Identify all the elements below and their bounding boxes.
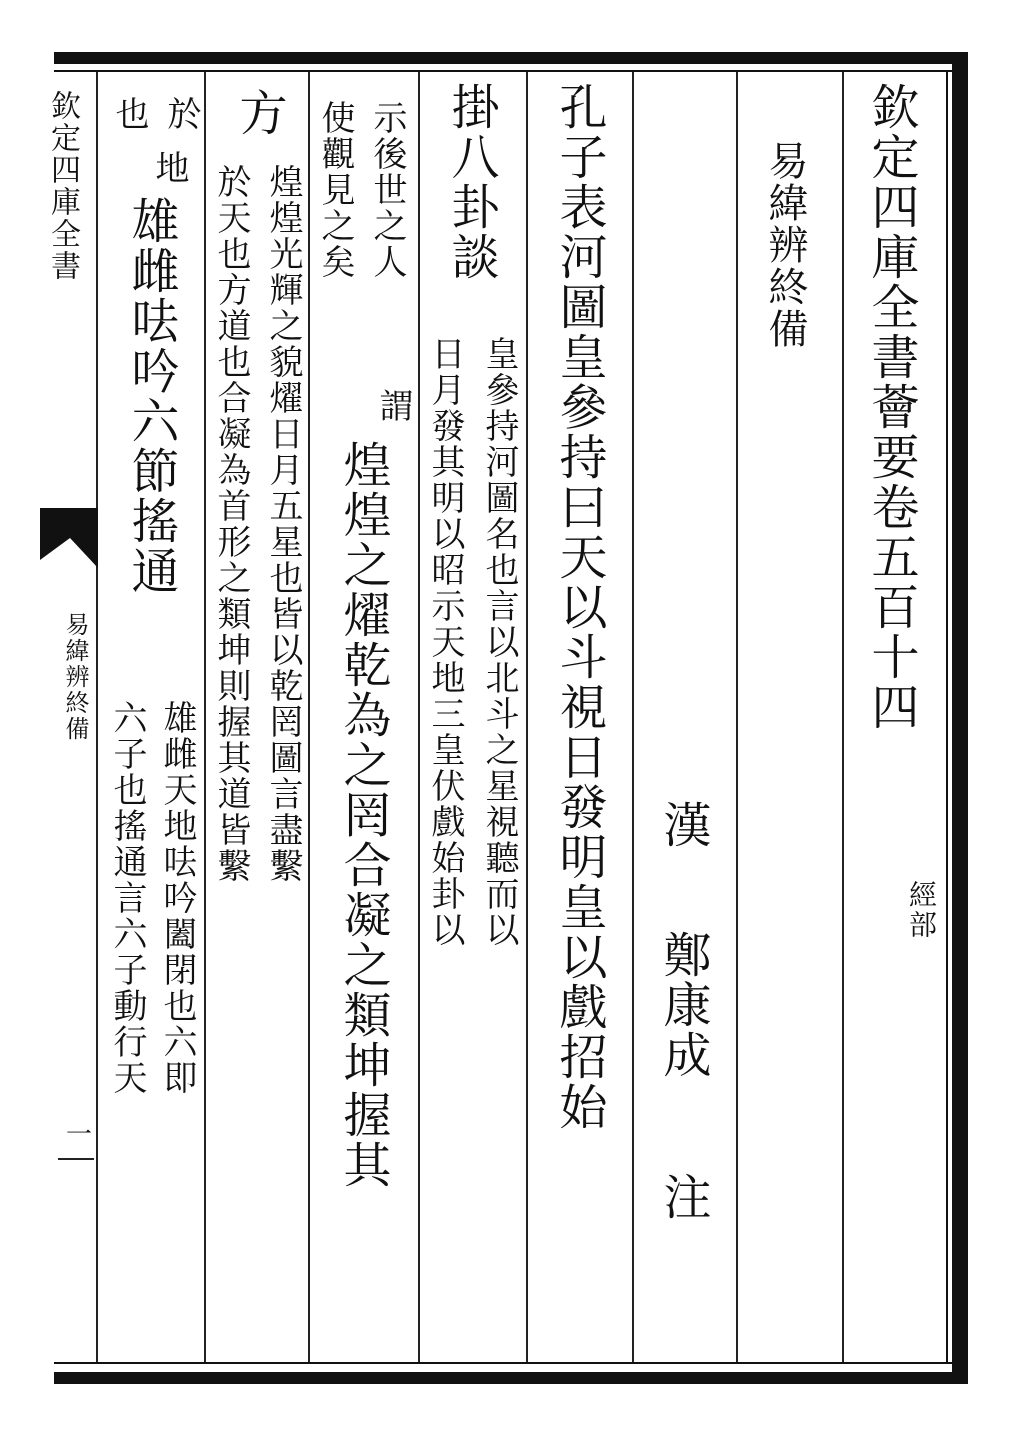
margin-book-title: 欽定四庫全書 (45, 90, 80, 282)
category-label: 經部 (905, 880, 938, 940)
column-rule (736, 72, 738, 1362)
frame-bottom-border (54, 1372, 966, 1384)
frame-bottom-inner-border (54, 1362, 952, 1364)
commentary-right: 地 (149, 150, 189, 186)
main-text-column: 方 (231, 88, 287, 138)
frame-right-border (952, 52, 968, 1384)
commentary-left: 日月發其明以昭示天地三皇伏戲始卦以 (425, 336, 465, 948)
commentary-note: 謂 (373, 388, 413, 424)
commentary-left: 六子也搖通言六子動行天 (107, 700, 147, 1096)
margin-line (58, 1158, 94, 1160)
column-rule (204, 72, 206, 1362)
frame-right-inner-border (946, 70, 948, 1364)
column-rule (632, 72, 634, 1362)
margin-chapter-title: 易緯辨終備 (61, 612, 89, 742)
commentary-right: 於 (161, 96, 201, 132)
commentary-right: 煌煌光輝之貌燿日月五星也皆以乾罔圖言盡繫 (263, 164, 303, 884)
page-margin (0, 72, 98, 1362)
main-text-column: 孔子表河圖皇參持曰天以斗視日發明皇以戲招始 (551, 82, 607, 1132)
frame-top-border (54, 52, 966, 64)
frame-top-inner-border (54, 70, 952, 72)
main-text-column: 雄雌呿吟六節搖通 (123, 196, 179, 596)
commentary-right: 皇參持河圖名也言以北斗之星視聽而以 (479, 336, 519, 948)
commentary-left: 也 (109, 96, 149, 132)
column-rule (418, 72, 420, 1362)
column-rule (526, 72, 528, 1362)
commentary-right: 雄雌天地呿吟闔閉也六即 (157, 700, 197, 1096)
main-text-column: 掛八卦談 (443, 82, 499, 282)
column-rule (842, 72, 844, 1362)
fish-tail-mark-icon (40, 508, 98, 568)
commentary-right: 示後世之人 (367, 100, 407, 280)
margin-page-number: 一 (66, 1120, 93, 1150)
main-text-column: 煌煌之燿乾為之罔合凝之類坤握其 (335, 440, 391, 1190)
book-title: 易緯辨終備 (762, 140, 808, 350)
column-rule (308, 72, 310, 1362)
author-dynasty: 漢 (655, 800, 711, 850)
commentary-left: 於天也方道也合凝為首形之類坤則握其道皆繫 (211, 164, 251, 884)
volume-title: 欽定四庫全書薈要卷五百十四 (863, 82, 919, 732)
author-name: 鄭康成 (655, 930, 711, 1080)
author-role: 注 (655, 1172, 711, 1222)
commentary-left: 使觀見之矣 (315, 100, 355, 280)
